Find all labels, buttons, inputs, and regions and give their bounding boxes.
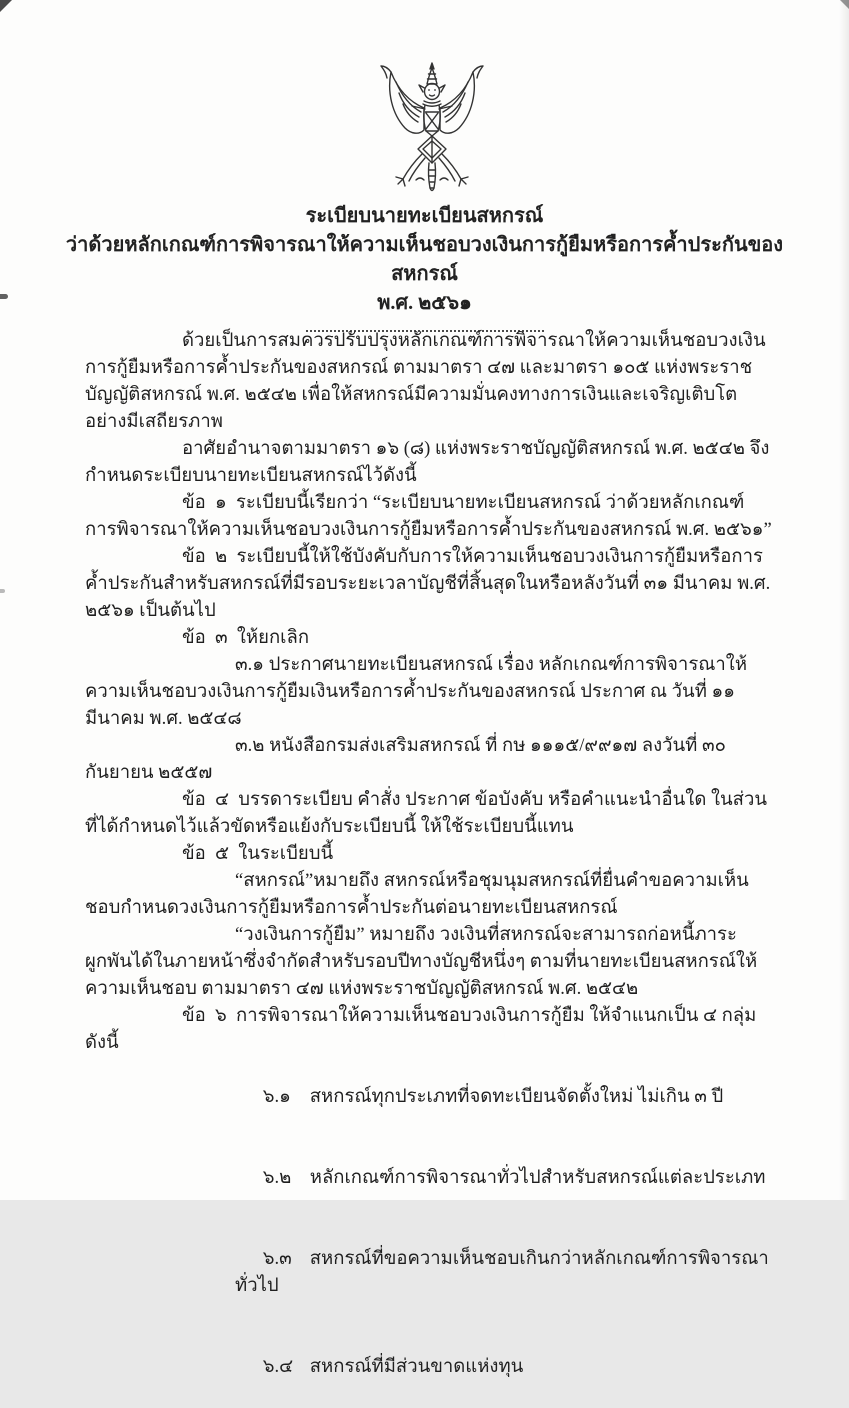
clause-6: ข้อ ๖ การพิจารณาให้ความเห็นชอบวงเงินการกู้ยืม ให้จำแนกเป็น ๔ กลุ่ม ดังนี้ (85, 1006, 761, 1053)
document-header (60, 202, 789, 332)
paragraph-authority: อาศัยอำนาจตามมาตรา ๑๖ (๘) แห่งพระราชบัญญัติสหกรณ์ พ.ศ. ๒๕๔๒ จึงกำหนดระเบียบนายทะเบียนสหกรณ์ไว้ดังนี้ (85, 439, 770, 486)
garuda-emblem (0, 60, 849, 196)
document-year: พ.ศ. ๒๕๖๑ (377, 292, 472, 314)
document-subtitle: ว่าด้วยหลักเกณฑ์การพิจารณาให้ความเห็นชอบวงเงินการกู้ยืมหรือการค้ำประกันของสหกรณ์ (65, 234, 784, 285)
list-item-6-1 (85, 1057, 775, 1138)
list-item-text: สหกรณ์ที่ขอความเห็นชอบเกินกว่าหลักเกณฑ์การพิจารณาทั่วไป (235, 1249, 769, 1296)
definition-loan-limit: “วงเงินการกู้ยืม” หมายถึง วงเงินที่สหกรณ์จะสามารถก่อหนี้ภาระผูกพันได้ในภายหน้าซึ่งจำกัดสำหรับรอบปีทางบัญชีหนึ่งๆ ตามที่นายทะเบียนสหกรณ์ให้ความเห็นชอบ ตามมาตรา ๔๗ แห่งพระราชบัญญัติสหกรณ์ พ.ศ. ๒๕๔๒ (85, 925, 758, 999)
list-item-number: ๖.๔ (262, 1357, 294, 1377)
definition-cooperative: “สหกรณ์”หมายถึง สหกรณ์หรือชุมนุมสหกรณ์ที่ยื่นคำขอความเห็นชอบกำหนดวงเงินการกู้ยืมหรือการค้ำประกันต่อนายทะเบียนสหกรณ์ (85, 871, 749, 918)
list-item-number: ๖.๑ (262, 1087, 291, 1107)
list-item-number: ๖.๒ (262, 1168, 292, 1188)
list-item-text: สหกรณ์ที่มีส่วนขาดแห่งทุน (309, 1357, 524, 1377)
scan-smudge (0, 589, 5, 593)
paragraph-preamble: ด้วยเป็นการสมควรปรับปรุงหลักเกณฑ์การพิจารณาให้ความเห็นชอบวงเงินการกู้ยืมหรือการค้ำประกันของสหกรณ์ ตามมาตรา ๔๗ และมาตรา ๑๐๕ แห่งพระราชบัญญัติสหกรณ์ พ.ศ. ๒๕๔๒ เพื่อให้สหกรณ์มีความมั่นคงทางการเงินและเจริญเติบโตอย่างมีเสถียรภาพ (85, 331, 766, 432)
list-item-6-3 (85, 1219, 775, 1327)
list-item-text: สหกรณ์ทุกประเภทที่จดทะเบียนจัดตั้งใหม่ ไม่เกิน ๓ ปี (309, 1087, 724, 1107)
clause-5: ข้อ ๕ ในระเบียบนี้ (182, 844, 334, 864)
clause-3: ข้อ ๓ ให้ยกเลิก (182, 628, 310, 648)
scan-smudge (0, 294, 8, 299)
clause-1: ข้อ ๑ ระเบียบนี้เรียกว่า “ระเบียบนายทะเบียนสหกรณ์ ว่าด้วยหลักเกณฑ์การพิจารณาให้ความเห็นชอบวงเงินการกู้ยืมหรือการค้ำประกันของสหกรณ์ พ.ศ. ๒๕๖๑” (85, 493, 772, 540)
list-item-6-2 (85, 1138, 775, 1219)
document-title: ระเบียบนายทะเบียนสหกรณ์ (305, 205, 544, 227)
clause-3-2: ๓.๒ หนังสือกรมส่งเสริมสหกรณ์ ที่ กษ ๑๑๑๕/๙๙๑๗ ลงวันที่ ๓๐ กันยายน ๒๕๕๗ (85, 736, 731, 783)
clause-3-1: ๓.๑ ประกาศนายทะเบียนสหกรณ์ เรื่อง หลักเกณฑ์การพิจารณาให้ความเห็นชอบวงเงินการกู้ยืมเงินหรือการค้ำประกันของสหกรณ์ ประกาศ ณ วันที่ ๑๑ มีนาคม พ.ศ. ๒๕๔๘ (85, 655, 748, 729)
list-item-number: ๖.๓ (262, 1249, 292, 1269)
scan-corner-artifact (0, 0, 12, 12)
document-body (85, 328, 775, 1408)
clause-4: ข้อ ๔ บรรดาระเบียบ คำสั่ง ประกาศ ข้อบังคับ หรือคำแนะนำอื่นใด ในส่วนที่ได้กำหนดไว้แล้วขัดหรือแย้งกับระเบียบนี้ ให้ใช้ระเบียบนี้แทน (85, 790, 767, 837)
clause-2: ข้อ ๒ ระเบียบนี้ให้ใช้บังคับกับการให้ความเห็นชอบวงเงินการกู้ยืมหรือการค้ำประกันสำหรับสหกรณ์ที่มีรอบระยะเวลาบัญชีที่สิ้นสุดในหรือหลังวันที่ ๓๑ มีนาคม พ.ศ. ๒๕๖๑ เป็นต้นไป (85, 547, 775, 621)
list-item-6-4 (85, 1327, 775, 1408)
list-item-text: หลักเกณฑ์การพิจารณาทั่วไปสำหรับสหกรณ์แต่ละประเภท (309, 1168, 766, 1188)
